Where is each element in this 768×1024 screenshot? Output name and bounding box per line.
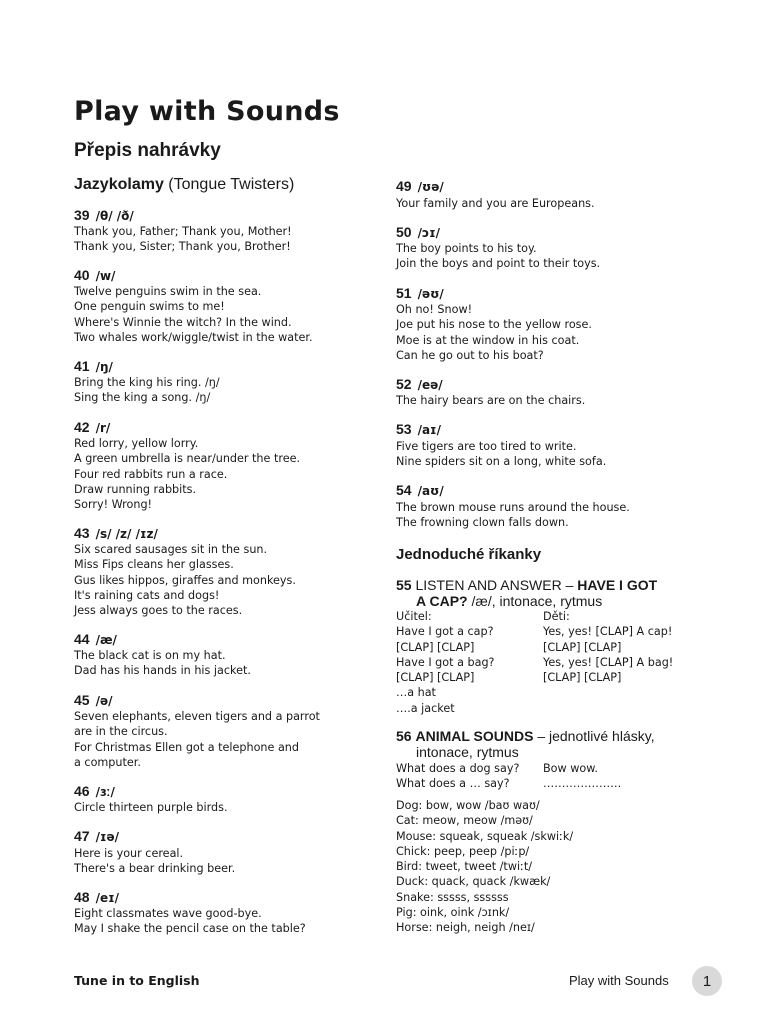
page-number: 1	[702, 972, 712, 990]
section-51-heading: 51 /əʊ/	[396, 285, 444, 301]
section-42-text: Red lorry, yellow lorry. A green umbrella is near/under the tree. Four red rabbits run a race. Draw running rabbits. Sorry! Wrong!	[74, 437, 301, 512]
section-50-text: The boy points to his toy. Join the boys and point to their toys.	[396, 242, 601, 271]
section-54-text: The brown mouse runs around the house. The frowning clown falls down.	[396, 501, 630, 530]
section-45-text: Seven elephants, eleven tigers and a parrot are in the circus. For Christmas Ellen got a telephone and a computer.	[74, 710, 320, 769]
section-53-text: Five tigers are too tired to write. Nine spiders sit on a long, white sofa.	[396, 440, 607, 469]
section-41-heading: 41 /ŋ/	[74, 358, 113, 374]
section-48-heading: 48 /eɪ/	[74, 889, 120, 905]
section-49-text: Your family and you are Europeans.	[396, 197, 595, 210]
section-47-text: Here is your cereal. There's a bear drinking beer.	[74, 847, 236, 876]
section-54-heading: 54 /aʊ/	[396, 482, 444, 498]
section-49-heading: 49 /ʊə/	[396, 178, 444, 194]
section-42-heading: 42 /r/	[74, 419, 111, 435]
section-45-heading: 45 /ə/	[74, 692, 113, 708]
section-55-heading: 55 LISTEN AND ANSWER – HAVE I GOT A CAP? /æ/, intonace, rytmus	[396, 577, 658, 609]
section-44-text: The black cat is on my hat. Dad has his hands in his jacket.	[74, 649, 251, 678]
section-56-heading: 56 ANIMAL SOUNDS – jednotlivé hlásky, intonace, rytmus	[396, 728, 655, 760]
page-number-badge	[692, 966, 722, 996]
section-52-text: The hairy bears are on the chairs.	[396, 394, 586, 407]
section-39-text: Thank you, Father; Thank you, Mother! Thank you, Sister; Thank you, Brother!	[74, 225, 292, 254]
section-53-heading: 53 /aɪ/	[396, 421, 441, 437]
section-43-heading: 43 /s/ /z/ /ɪz/	[74, 525, 158, 541]
section-43-text: Six scared sausages sit in the sun. Miss Fips cleans her glasses. Gus likes hippos, giraffes and monkeys. It's raining cats and dogs! Jess always goes to the races.	[74, 543, 296, 618]
section-39-heading: 39 /θ/ /ð/	[74, 207, 134, 223]
section-55-dialogue: Učitel: Děti: Have I got a cap? Yes, yes! [CLAP] A cap! [CLAP] [CLAP] [CLAP] [CLAP] Have I got a bag? Yes, yes! [CLAP] A bag! [CLAP] [CLAP] [CLAP] [CLAP] …a hat ….a jacket	[396, 610, 674, 715]
section-40-text: Twelve penguins swim in the sea. One penguin swims to me! Where's Winnie the witch? In the wind. Two whales work/wiggle/twist in the water.	[74, 285, 313, 344]
section-56-dialogue: What does a dog say? Bow wow. What does a … say? …………………	[396, 762, 622, 791]
section-48-text: Eight classmates wave good-bye. May I shake the pencil case on the table?	[74, 907, 306, 936]
section-44-heading: 44 /æ/	[74, 631, 117, 647]
tongue-twisters-heading: Jazykolamy (Tongue Twisters)	[74, 176, 295, 193]
section-41-text: Bring the king his ring. /ŋ/ Sing the king a song. /ŋ/	[74, 376, 220, 405]
section-40-heading: 40 /w/	[74, 267, 116, 283]
footer-book-title: Tune in to English	[74, 973, 200, 988]
section-46-text: Circle thirteen purple birds.	[74, 801, 228, 814]
section-50-heading: 50 /ɔɪ/	[396, 224, 441, 240]
rhymes-heading: Jednoduché říkanky	[396, 546, 542, 563]
section-52-heading: 52 /eə/	[396, 376, 443, 392]
footer-section-title: Play with Sounds	[569, 973, 669, 988]
section-46-heading: 46 /ɜː/	[74, 783, 115, 799]
page-subtitle: Přepis nahrávky	[74, 140, 221, 161]
page-title: Play with Sounds	[74, 96, 340, 127]
section-56-animal-list: Dog: bow, wow /baʊ waʊ/ Cat: meow, meow /məʊ/ Mouse: squeak, squeak /skwiːk/ Chick: peep, peep /piːp/ Bird: tweet, tweet /twiːt/ Duck: quack, quack /kwæk/ Snake: sssss, ssssss Pig: oink, oink /ɔɪnk/ Horse: neigh, neigh /neɪ/	[396, 799, 574, 935]
section-51-text: Oh no! Snow! Joe put his nose to the yellow rose. Moe is at the window in his coat. Can he go out to his boat?	[396, 303, 592, 362]
section-47-heading: 47 /ɪə/	[74, 828, 120, 844]
